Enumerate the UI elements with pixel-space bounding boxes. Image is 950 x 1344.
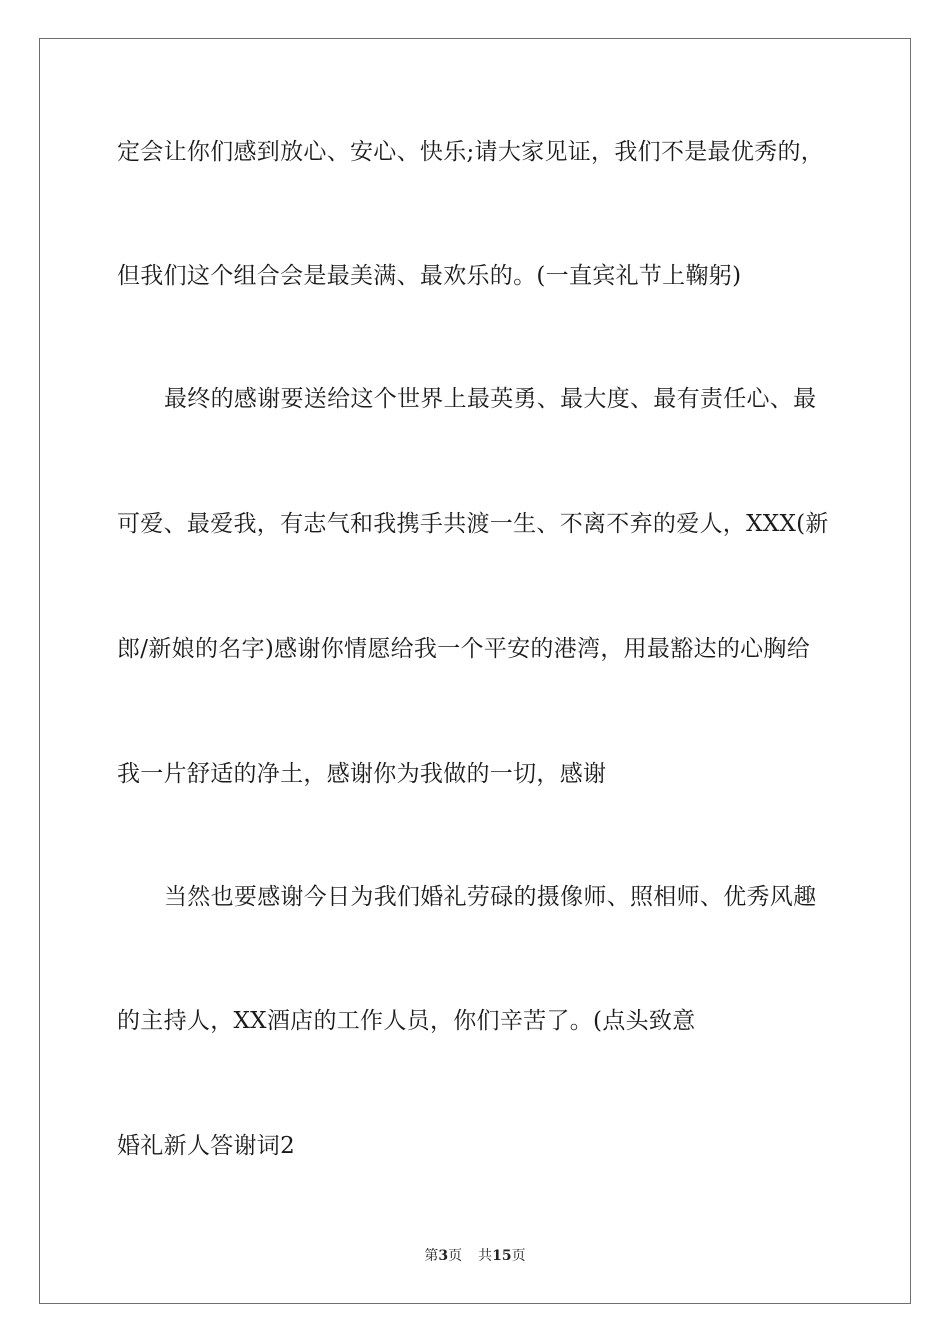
page-border — [39, 38, 911, 1304]
section-heading: 婚礼新人答谢词2 — [117, 1133, 296, 1159]
body-line-7: 当然也要感谢今日为我们婚礼劳碌的摄像师、照相师、优秀风趣 — [164, 884, 817, 910]
page-unit: 页 — [448, 1248, 463, 1264]
current-page-number: 3 — [438, 1248, 449, 1264]
page-prefix: 第 — [424, 1248, 439, 1264]
body-line-2: 但我们这个组合会是最美满、最欢乐的。(一直宾礼节上鞠躬) — [117, 263, 742, 289]
body-line-8: 的主持人，XX酒店的工作人员，你们辛苦了。(点头致意 — [117, 1008, 696, 1034]
total-prefix: 共 — [478, 1248, 493, 1264]
total-page-count: 15 — [492, 1248, 512, 1264]
page-footer — [0, 1246, 950, 1266]
body-line-6: 我一片舒适的净土，感谢你为我做的一切，感谢 — [117, 761, 607, 787]
total-unit: 页 — [511, 1248, 526, 1264]
body-line-1: 定会让你们感到放心、安心、快乐;请大家见证，我们不是最优秀的， — [117, 139, 825, 165]
body-line-5: 郎/新娘的名字)感谢你情愿给我一个平安的港湾，用最豁达的心胸给 — [117, 636, 811, 662]
body-line-3: 最终的感谢要送给这个世界上最英勇、最大度、最有责任心、最 — [164, 386, 817, 412]
body-line-4: 可爱、最爱我，有志气和我携手共渡一生、不离不弃的爱人，XXX(新 — [117, 511, 829, 537]
